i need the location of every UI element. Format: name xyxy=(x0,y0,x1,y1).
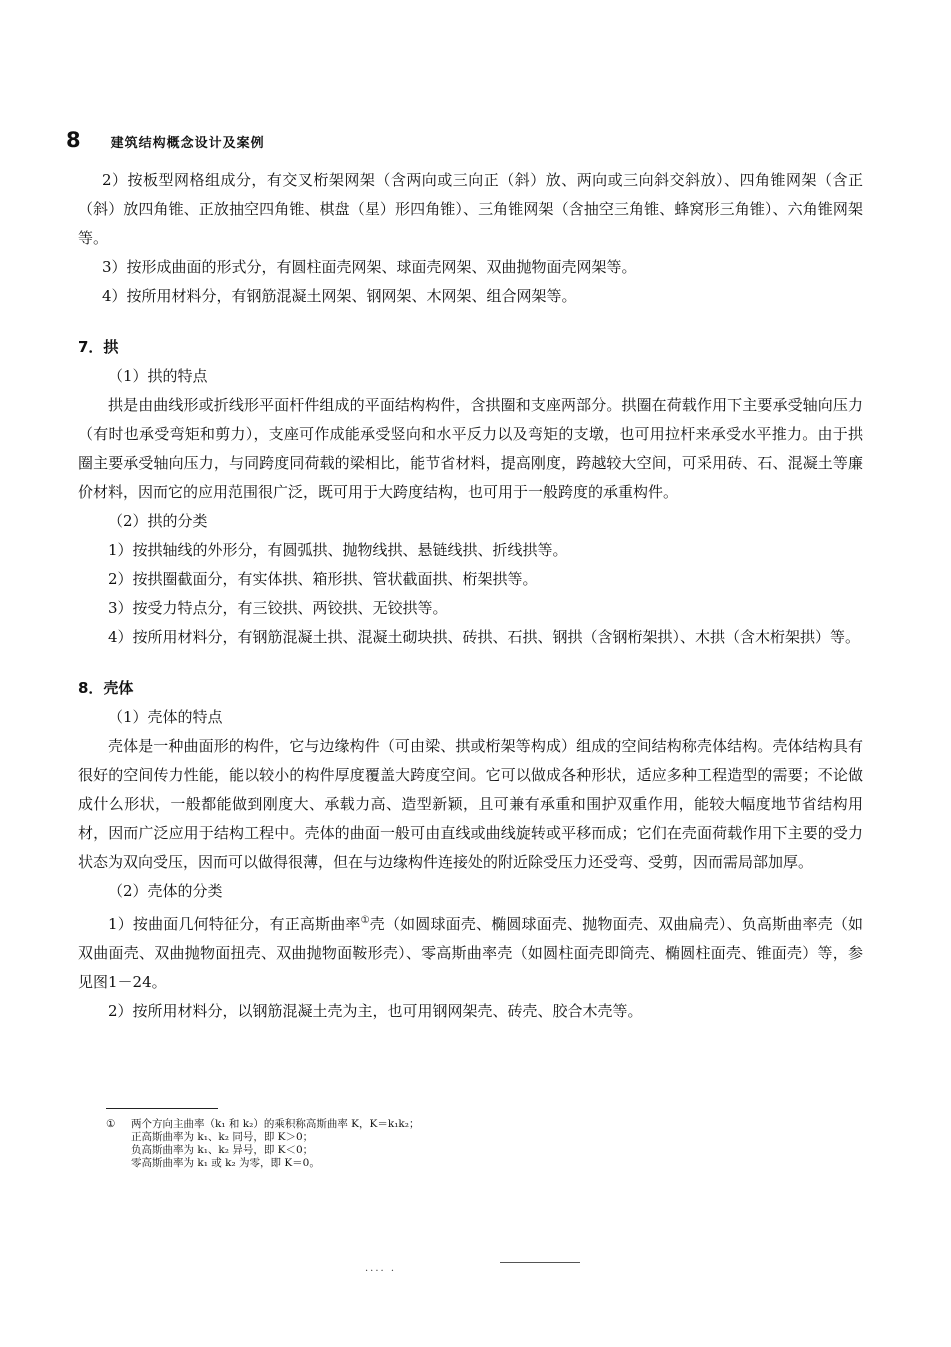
footnote xyxy=(106,1118,420,1170)
arch-class-item-2: 2）按拱圈截面分，有实体拱、箱形拱、管状截面拱、桁架拱等。 xyxy=(108,570,538,588)
grid-type-item-2: 2）按板型网格组成分，有交叉桁架网架（含两向或三向正（斜）放、两向或三向斜交斜放）、四角锥网架（含正（斜）放四角锥、正放抽空四角锥、棋盘（星）形四角锥）、三角锥网架（含抽空三角锥、蜂窝形三角锥）、六角锥网架等。 xyxy=(78,171,863,247)
arch-class-item-4: 4）按所用材料分，有钢筋混凝土拱、混凝土砌块拱、砖拱、石拱、钢拱（含钢桁架拱）、木拱（含木桁架拱）等。 xyxy=(108,628,861,646)
section-8-paragraph: 壳体是一种曲面形的构件，它与边缘构件（可由梁、拱或桁架等构成）组成的空间结构称壳体结构。壳体结构具有很好的空间传力性能，能以较小的构件厚度覆盖大跨度空间。它可以做成各种形状，适应多种工程造型的需要；不论做成什么形状，一般都能做到刚度大、承载力高、造型新颖，且可兼有承重和围护双重作用，能较大幅度地节省结构用材，因而广泛应用于结构工程中。壳体的曲面一般可由直线或曲线旋转或平移而成；它们在壳面荷载作用下主要的受力状态为双向受压，因而可以做得很薄，但在与边缘构件连接处的附近除受压力还受弯、受剪，因而需局部加厚。 xyxy=(78,737,863,871)
section-7-heading: 7．拱 xyxy=(78,338,119,356)
footnote-line-1 xyxy=(106,1118,420,1131)
shell-class-item-1-text-b: 壳（如圆球面壳、椭圆球面壳、抛物面壳、双曲扁壳）、负高斯曲率壳（如双曲面壳、双曲抛物面扭壳、双曲抛物面鞍形壳）、零高斯曲率壳（如圆柱面壳即筒壳、椭圆柱面壳、锥面壳）等，参见图1－24。 xyxy=(78,915,864,991)
grid-type-item-4: 4）按所用材料分，有钢筋混凝土网架、钢网架、木网架、组合网架等。 xyxy=(102,287,577,305)
section-8-subheading-classification: （2）壳体的分类 xyxy=(108,882,223,900)
footnote-mark: ① xyxy=(106,1118,116,1130)
page-header xyxy=(66,128,265,152)
shell-class-item-2: 2）按所用材料分，以钢筋混凝土壳为主，也可用钢网架壳、砖壳、胶合木壳等。 xyxy=(108,1002,643,1020)
footnote-line-2: 正高斯曲率为 k₁、k₂ 同号，即 K＞0； xyxy=(131,1131,314,1143)
scan-artifact-dots: ···· · xyxy=(365,1266,397,1277)
scan-artifact-line xyxy=(500,1262,580,1263)
footnote-divider xyxy=(106,1108,218,1109)
footnote-line-1-text: 两个方向主曲率（k₁ 和 k₂）的乘积称高斯曲率 K，K＝k₁k₂； xyxy=(131,1118,420,1130)
section-7-subheading-classification: （2）拱的分类 xyxy=(108,512,208,530)
arch-class-item-3: 3）按受力特点分，有三铰拱、两铰拱、无铰拱等。 xyxy=(108,599,448,617)
page-number: 8 xyxy=(66,128,81,152)
section-8-heading: 8．壳体 xyxy=(78,679,134,697)
arch-class-item-1: 1）按拱轴线的外形分，有圆弧拱、抛物线拱、悬链线拱、折线拱等。 xyxy=(108,541,568,559)
body-text xyxy=(78,166,863,1026)
section-7-paragraph: 拱是由曲线形或折线形平面杆件组成的平面结构构件，含拱圈和支座两部分。拱圈在荷载作用下主要承受轴向压力（有时也承受弯矩和剪力），支座可作成能承受竖向和水平反力以及弯矩的支墩，也可用拉杆来承受水平推力。由于拱圈主要承受轴向压力，与同跨度同荷载的梁相比，能节省材料，提高刚度，跨越较大空间，可采用砖、石、混凝土等廉价材料，因而它的应用范围很广泛，既可用于大跨度结构，也可用于一般跨度的承重构件。 xyxy=(78,396,863,501)
book-title: 建筑结构概念设计及案例 xyxy=(110,136,265,151)
grid-type-item-3: 3）按形成曲面的形式分，有圆柱面壳网架、球面壳网架、双曲抛物面壳网架等。 xyxy=(102,258,637,276)
shell-class-item-1-text-a: 1）按曲面几何特征分，有正高斯曲率 xyxy=(108,915,361,933)
shell-class-item-1 xyxy=(78,906,863,997)
section-7-subheading-features: （1）拱的特点 xyxy=(108,367,208,385)
section-8-subheading-features: （1）壳体的特点 xyxy=(108,708,223,726)
footnote-reference: ① xyxy=(360,915,370,926)
footnote-line-3: 负高斯曲率为 k₁、k₂ 异号，即 K＜0； xyxy=(131,1144,314,1156)
footnote-line-4: 零高斯曲率为 k₁ 或 k₂ 为零，即 K＝0。 xyxy=(131,1157,320,1169)
